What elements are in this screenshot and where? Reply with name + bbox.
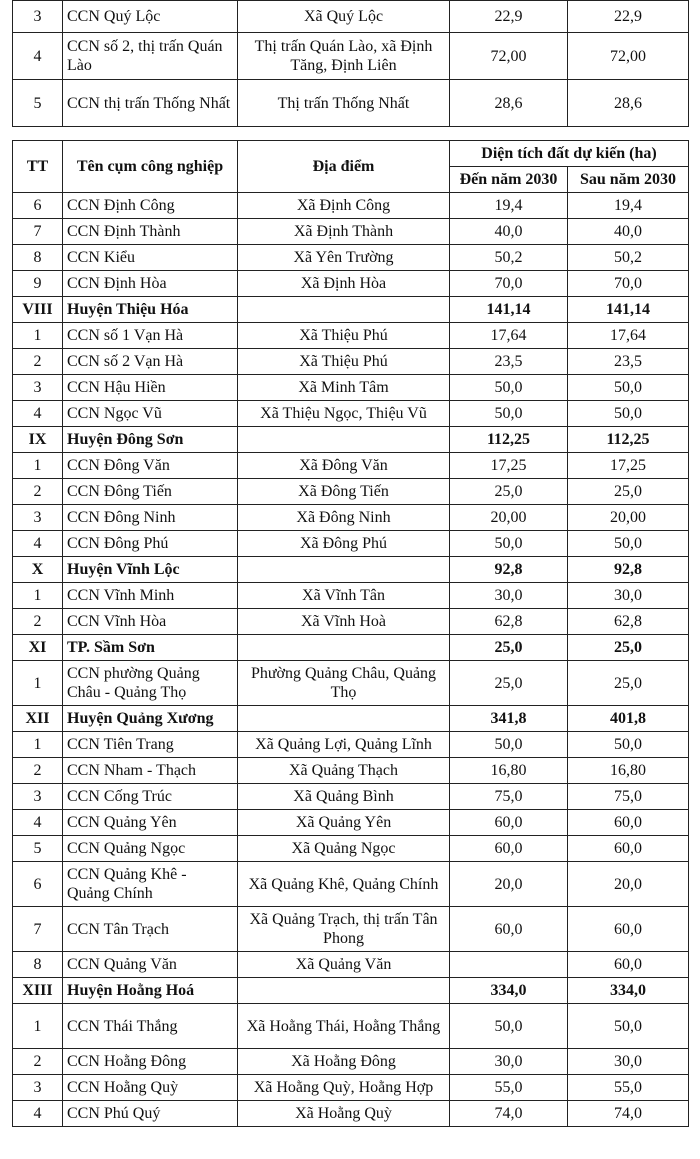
cell-location: Thị trấn Thống Nhất (238, 80, 450, 127)
table-row (13, 80, 689, 127)
table-row (13, 479, 689, 505)
header-area: Diện tích đất dự kiến (ha) (450, 141, 689, 167)
cell-name: CCN Tiên Trang (63, 732, 238, 758)
cell-name: CCN Quảng Ngọc (63, 836, 238, 862)
cell-after-2030: 70,0 (568, 271, 689, 297)
cell-location: Xã Đông Tiến (238, 479, 450, 505)
cell-location (238, 978, 450, 1004)
cell-until-2030: 23,5 (450, 349, 568, 375)
cell-name: CCN Thái Thắng (63, 1004, 238, 1049)
cell-until-2030: 55,0 (450, 1075, 568, 1101)
cell-after-2030: 50,0 (568, 1004, 689, 1049)
cell-tt: 1 (13, 732, 63, 758)
table-row (13, 1101, 689, 1127)
cell-after-2030: 60,0 (568, 952, 689, 978)
cell-location: Xã Hoằng Thái, Hoằng Thắng (238, 1004, 450, 1049)
header-tt: TT (13, 141, 63, 193)
cell-location: Xã Quảng Yên (238, 810, 450, 836)
header-location: Địa điểm (238, 141, 450, 193)
cell-location: Xã Quảng Khê, Quảng Chính (238, 862, 450, 907)
cell-tt: 3 (13, 1, 63, 33)
table-row (13, 810, 689, 836)
cell-tt: 8 (13, 245, 63, 271)
cell-until-2030: 60,0 (450, 836, 568, 862)
cell-name: CCN Quý Lộc (63, 1, 238, 33)
cell-until-2030: 112,25 (450, 427, 568, 453)
cell-until-2030: 62,8 (450, 609, 568, 635)
cell-name: CCN Hoằng Đông (63, 1049, 238, 1075)
cell-location (238, 557, 450, 583)
cell-tt: 4 (13, 531, 63, 557)
table-row (13, 862, 689, 907)
cell-after-2030: 23,5 (568, 349, 689, 375)
cell-tt: 2 (13, 1049, 63, 1075)
cell-after-2030: 17,64 (568, 323, 689, 349)
cell-until-2030: 60,0 (450, 810, 568, 836)
cell-until-2030: 72,00 (450, 33, 568, 80)
cell-tt: 5 (13, 836, 63, 862)
table-row (13, 732, 689, 758)
cell-after-2030: 40,0 (568, 219, 689, 245)
cell-until-2030: 25,0 (450, 635, 568, 661)
cell-name: CCN Định Công (63, 193, 238, 219)
cell-tt: 1 (13, 583, 63, 609)
cell-until-2030 (450, 952, 568, 978)
cell-name: CCN Vĩnh Hòa (63, 609, 238, 635)
cell-after-2030: 30,0 (568, 583, 689, 609)
cell-name: CCN Phú Quý (63, 1101, 238, 1127)
cell-after-2030: 62,8 (568, 609, 689, 635)
cell-after-2030: 25,0 (568, 635, 689, 661)
cell-name: Huyện Đông Sơn (63, 427, 238, 453)
cell-name: CCN Hậu Hiền (63, 375, 238, 401)
cell-after-2030: 30,0 (568, 1049, 689, 1075)
cell-until-2030: 25,0 (450, 479, 568, 505)
cell-location: Phường Quảng Châu, Quảng Thọ (238, 661, 450, 706)
cell-name: CCN Quảng Văn (63, 952, 238, 978)
cell-tt: 7 (13, 219, 63, 245)
cell-until-2030: 50,0 (450, 401, 568, 427)
cell-location: Xã Hoằng Quỳ (238, 1101, 450, 1127)
cell-tt: 6 (13, 193, 63, 219)
cell-until-2030: 60,0 (450, 907, 568, 952)
cell-after-2030: 50,0 (568, 531, 689, 557)
cell-location: Xã Đông Phú (238, 531, 450, 557)
cell-name: CCN Quảng Khê - Quảng Chính (63, 862, 238, 907)
cell-after-2030: 19,4 (568, 193, 689, 219)
cell-name: CCN Đông Phú (63, 531, 238, 557)
cell-after-2030: 25,0 (568, 661, 689, 706)
cell-after-2030: 60,0 (568, 907, 689, 952)
table-row (13, 758, 689, 784)
cell-location: Xã Quý Lộc (238, 1, 450, 33)
cell-until-2030: 30,0 (450, 1049, 568, 1075)
cell-until-2030: 50,0 (450, 1004, 568, 1049)
cell-name: CCN Tân Trạch (63, 907, 238, 952)
cell-after-2030: 334,0 (568, 978, 689, 1004)
cell-name: CCN phường Quảng Châu - Quảng Thọ (63, 661, 238, 706)
cell-location: Xã Định Công (238, 193, 450, 219)
cell-tt: XII (13, 706, 63, 732)
cell-name: CCN Quảng Yên (63, 810, 238, 836)
cell-location: Xã Vĩnh Hoà (238, 609, 450, 635)
cell-after-2030: 20,0 (568, 862, 689, 907)
cell-until-2030: 50,0 (450, 375, 568, 401)
cell-tt: 6 (13, 862, 63, 907)
cell-name: CCN Nham - Thạch (63, 758, 238, 784)
cell-name: CCN số 2 Vạn Hà (63, 349, 238, 375)
cell-location: Xã Minh Tâm (238, 375, 450, 401)
cell-until-2030: 28,6 (450, 80, 568, 127)
cell-location: Xã Định Thành (238, 219, 450, 245)
cell-until-2030: 50,0 (450, 732, 568, 758)
cell-tt: 2 (13, 758, 63, 784)
cell-location (238, 706, 450, 732)
cell-until-2030: 25,0 (450, 661, 568, 706)
cell-tt: 5 (13, 80, 63, 127)
cell-until-2030: 30,0 (450, 583, 568, 609)
group-row (13, 706, 689, 732)
cell-name: Huyện Vĩnh Lộc (63, 557, 238, 583)
table-row (13, 33, 689, 80)
cell-after-2030: 50,0 (568, 375, 689, 401)
cell-after-2030: 16,80 (568, 758, 689, 784)
cell-after-2030: 50,0 (568, 401, 689, 427)
cell-location: Xã Quảng Trạch, thị trấn Tân Phong (238, 907, 450, 952)
cell-tt: 2 (13, 479, 63, 505)
table-row (13, 271, 689, 297)
table-row (13, 505, 689, 531)
cell-tt: XIII (13, 978, 63, 1004)
cell-until-2030: 40,0 (450, 219, 568, 245)
table-row (13, 1049, 689, 1075)
cell-tt: X (13, 557, 63, 583)
cell-name: CCN Cống Trúc (63, 784, 238, 810)
cell-location: Xã Quảng Văn (238, 952, 450, 978)
cell-tt: 1 (13, 661, 63, 706)
cell-after-2030: 50,0 (568, 732, 689, 758)
cell-until-2030: 74,0 (450, 1101, 568, 1127)
cell-tt: 8 (13, 952, 63, 978)
cell-location: Xã Định Hòa (238, 271, 450, 297)
table-row (13, 375, 689, 401)
cell-location: Xã Quảng Ngọc (238, 836, 450, 862)
cell-tt: 9 (13, 271, 63, 297)
group-row (13, 635, 689, 661)
cell-until-2030: 341,8 (450, 706, 568, 732)
cell-until-2030: 17,25 (450, 453, 568, 479)
table-row (13, 661, 689, 706)
cell-until-2030: 92,8 (450, 557, 568, 583)
cell-name: CCN Đông Ninh (63, 505, 238, 531)
table-row (13, 453, 689, 479)
cell-name: CCN Hoằng Quỳ (63, 1075, 238, 1101)
cell-after-2030: 55,0 (568, 1075, 689, 1101)
cell-name: Huyện Thiệu Hóa (63, 297, 238, 323)
cell-tt: XI (13, 635, 63, 661)
group-row (13, 978, 689, 1004)
cell-name: TP. Sầm Sơn (63, 635, 238, 661)
cell-name: CCN Định Thành (63, 219, 238, 245)
cell-after-2030: 75,0 (568, 784, 689, 810)
cell-after-2030: 112,25 (568, 427, 689, 453)
cell-location: Xã Thiệu Ngọc, Thiệu Vũ (238, 401, 450, 427)
cell-tt: 2 (13, 609, 63, 635)
cell-location: Xã Quảng Thạch (238, 758, 450, 784)
table-header (13, 141, 689, 193)
cell-tt: 3 (13, 784, 63, 810)
cell-location (238, 297, 450, 323)
header-until-2030: Đến năm 2030 (450, 167, 568, 193)
cell-tt: 7 (13, 907, 63, 952)
cell-location: Xã Đông Ninh (238, 505, 450, 531)
cell-tt: 4 (13, 810, 63, 836)
industrial-clusters-table (12, 140, 689, 1127)
cell-name: CCN Đông Văn (63, 453, 238, 479)
table-row (13, 836, 689, 862)
group-row (13, 557, 689, 583)
cell-name: Huyện Hoằng Hoá (63, 978, 238, 1004)
table-row (13, 1, 689, 33)
cell-tt: 4 (13, 401, 63, 427)
cell-after-2030: 401,8 (568, 706, 689, 732)
group-row (13, 427, 689, 453)
cell-until-2030: 334,0 (450, 978, 568, 1004)
table-row (13, 784, 689, 810)
header-after-2030: Sau năm 2030 (568, 167, 689, 193)
cell-tt: 3 (13, 505, 63, 531)
cell-after-2030: 25,0 (568, 479, 689, 505)
cell-name: CCN số 1 Vạn Hà (63, 323, 238, 349)
cell-after-2030: 22,9 (568, 1, 689, 33)
table-body (13, 193, 689, 1127)
group-row (13, 297, 689, 323)
cell-location: Xã Hoằng Quỳ, Hoằng Hợp (238, 1075, 450, 1101)
table-row (13, 583, 689, 609)
cell-location (238, 635, 450, 661)
cell-until-2030: 141,14 (450, 297, 568, 323)
table-row (13, 609, 689, 635)
table-row (13, 1075, 689, 1101)
cell-location: Xã Quảng Lợi, Quảng Lĩnh (238, 732, 450, 758)
cell-name: CCN Vĩnh Minh (63, 583, 238, 609)
cell-after-2030: 141,14 (568, 297, 689, 323)
table-row (13, 907, 689, 952)
cell-until-2030: 50,0 (450, 531, 568, 557)
header-name: Tên cụm công nghiệp (63, 141, 238, 193)
cell-location: Xã Vĩnh Tân (238, 583, 450, 609)
cell-until-2030: 22,9 (450, 1, 568, 33)
cell-location (238, 427, 450, 453)
cell-until-2030: 17,64 (450, 323, 568, 349)
cell-name: CCN Kiểu (63, 245, 238, 271)
cell-after-2030: 50,2 (568, 245, 689, 271)
cell-tt: VIII (13, 297, 63, 323)
cell-after-2030: 28,6 (568, 80, 689, 127)
cell-after-2030: 20,00 (568, 505, 689, 531)
cell-name: CCN Định Hòa (63, 271, 238, 297)
table-row (13, 349, 689, 375)
cell-after-2030: 92,8 (568, 557, 689, 583)
cell-location: Xã Yên Trường (238, 245, 450, 271)
cell-location: Xã Quảng Bình (238, 784, 450, 810)
cell-after-2030: 60,0 (568, 836, 689, 862)
cell-tt: 3 (13, 375, 63, 401)
cell-after-2030: 60,0 (568, 810, 689, 836)
table-continuation (12, 0, 689, 127)
table-row (13, 531, 689, 557)
cell-name: Huyện Quảng Xương (63, 706, 238, 732)
cell-location: Xã Thiệu Phú (238, 323, 450, 349)
cell-until-2030: 20,0 (450, 862, 568, 907)
cell-tt: 4 (13, 33, 63, 80)
table-row (13, 219, 689, 245)
cell-location: Xã Đông Văn (238, 453, 450, 479)
cell-tt: 1 (13, 453, 63, 479)
cell-name: CCN thị trấn Thống Nhất (63, 80, 238, 127)
table-row (13, 193, 689, 219)
cell-tt: 4 (13, 1101, 63, 1127)
table-row (13, 1004, 689, 1049)
table-row (13, 401, 689, 427)
cell-location: Xã Thiệu Phú (238, 349, 450, 375)
cell-after-2030: 72,00 (568, 33, 689, 80)
cell-until-2030: 75,0 (450, 784, 568, 810)
cell-after-2030: 17,25 (568, 453, 689, 479)
cell-name: CCN Ngọc Vũ (63, 401, 238, 427)
cell-tt: 3 (13, 1075, 63, 1101)
table-row (13, 952, 689, 978)
cell-until-2030: 16,80 (450, 758, 568, 784)
cell-until-2030: 70,0 (450, 271, 568, 297)
cell-name: CCN số 2, thị trấn Quán Lào (63, 33, 238, 80)
table-row (13, 323, 689, 349)
cell-until-2030: 20,00 (450, 505, 568, 531)
cell-tt: 1 (13, 1004, 63, 1049)
cell-location: Thị trấn Quán Lào, xã Định Tăng, Định Liên (238, 33, 450, 80)
cell-tt: 1 (13, 323, 63, 349)
table-continuation-body (13, 1, 689, 127)
cell-until-2030: 19,4 (450, 193, 568, 219)
cell-location: Xã Hoằng Đông (238, 1049, 450, 1075)
cell-tt: IX (13, 427, 63, 453)
cell-name: CCN Đông Tiến (63, 479, 238, 505)
cell-after-2030: 74,0 (568, 1101, 689, 1127)
cell-tt: 2 (13, 349, 63, 375)
table-row (13, 245, 689, 271)
cell-until-2030: 50,2 (450, 245, 568, 271)
